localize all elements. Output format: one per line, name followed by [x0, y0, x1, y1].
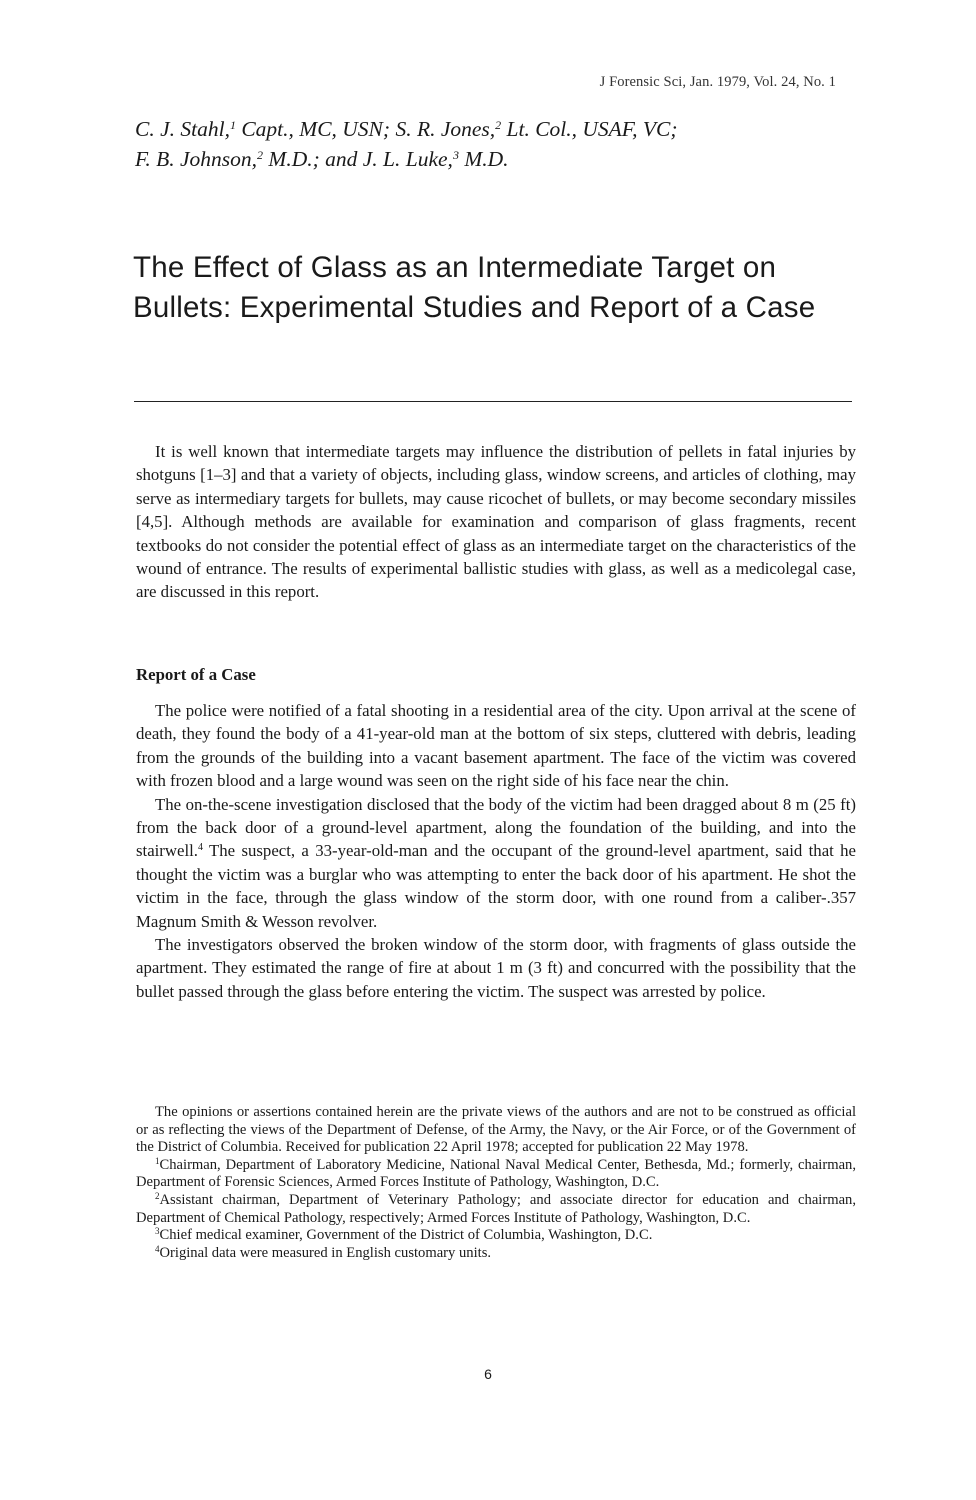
footnote-4	[136, 1245, 856, 1263]
footnote-marker: 3	[452, 148, 459, 162]
author-rank: M.D.; and	[263, 147, 363, 171]
author-rank: Lt. Col., USAF, VC;	[501, 117, 678, 141]
author-list	[135, 112, 875, 172]
author-name: J. L. Luke,	[362, 147, 453, 171]
case-paragraph-3: The investigators observed the broken window of the storm door, with fragments of glass outside the apartment. They estimated the range of fire at about 1 m (3 ft) and concurred with the possibility that the bullet passed through the glass before entering the victim. The suspect was arrested by police.	[136, 935, 856, 1001]
footnote-text: Original data were measured in English customary units.	[159, 1244, 492, 1261]
author-rank: M.D.	[458, 147, 509, 171]
author-name: S. R. Jones,	[395, 117, 496, 141]
footnote-disclaimer: The opinions or assertions contained herein are the private views of the authors and are not to be construed as official or as reflecting the views of the Department of Defense, of the Army, the Navy, or the Air Force, or of the Government of the District of Columbia. Received for publication 22 April 1978; accepted for publication 22 May 1978.	[136, 1104, 856, 1156]
intro-paragraph: It is well known that intermediate targets may influence the distribution of pellets in fatal injuries by shotguns [1–3] and that a variety of objects, including glass, window screens, and articles of clothing, may serve as intermediary targets for bullets, may cause ricochet of bullets, or may become secondary missiles [4,5]. Although methods are available for examination and comparison of glass fragments, recent textbooks do not consider the potential effect of glass as an intermediate target on the characteristics of the wound of entrance. The results of experimental ballistic studies with glass, as well as a medicolegal case, are discussed in this report.	[136, 442, 856, 602]
footnote-text: Chairman, Department of Laboratory Medicine, National Naval Medical Center, Bethesda, Md.; formerly, chairman, Department of Forensic Sciences, Armed Forces Institute of Pathology, Washington, D.C.	[136, 1156, 856, 1191]
case-paragraph-2-continued: The suspect, a 33-year-old-man and the occupant of the ground-level apartment, said that he thought the victim was a burglar who was attempting to enter the back door of his apartment. He shot the victim in the face, through the glass window of the storm door, with one round from a caliber-.357 Magnum Smith & Wesson revolver.	[136, 841, 856, 931]
title-divider	[134, 401, 852, 402]
footnote-3	[136, 1227, 856, 1245]
case-paragraph-2-text: The on-the-scene investigation disclosed that the body of the victim had been dragged about 8 m (25 ft) from the back door of a ground-level apartment, along the foundation of the building, and into the stairwell.	[136, 794, 856, 861]
page-number: 6	[484, 1366, 492, 1382]
footnotes	[136, 1104, 856, 1262]
footnote-marker: 1	[155, 1155, 160, 1166]
footnote-marker: 2	[257, 148, 264, 162]
title-line-1: The Effect of Glass as an Intermediate Target on	[133, 251, 777, 284]
case-paragraph-2	[136, 793, 856, 933]
journal-reference: J Forensic Sci, Jan. 1979, Vol. 24, No. 1	[599, 74, 836, 90]
footnote-text: Chief medical examiner, Government of the District of Columbia, Washington, D.C.	[159, 1227, 653, 1244]
footnote-2	[136, 1192, 856, 1227]
case-report	[136, 699, 856, 1003]
author-rank: Capt., MC, USN;	[235, 117, 396, 141]
author-name: F. B. Johnson,	[135, 147, 258, 171]
footnote-marker: 1	[229, 118, 236, 132]
footnote-text: Assistant chairman, Department of Veterinary Pathology; and associate director for education and chairman, Department of Chemical Pathology, respectively; Armed Forces Institute of Pathology, Washington, D.C.	[136, 1191, 856, 1226]
footnote-marker: 2	[495, 118, 502, 132]
footnote-marker: 4	[197, 842, 203, 854]
case-paragraph-1: The police were notified of a fatal shooting in a residential area of the city. Upon arrival at the scene of death, they found the body of a 41-year-old man at the bottom of six steps, cluttered with debris, leading from the grounds of the building into a vacant basement apartment. The face of the victim was covered with frozen blood and a large wound was seen on the right side of his face near the chin.	[136, 701, 856, 791]
introduction	[136, 440, 856, 604]
footnote-marker: 4	[155, 1243, 160, 1254]
footnote-1	[136, 1157, 856, 1192]
author-name: C. J. Stahl,	[135, 117, 230, 141]
footnote-marker: 2	[155, 1190, 160, 1201]
title-line-2: Bullets: Experimental Studies and Report of a Case	[133, 291, 816, 324]
section-heading: Report of a Case	[136, 665, 256, 684]
footnote-marker: 3	[155, 1226, 160, 1237]
article-title	[133, 248, 893, 328]
